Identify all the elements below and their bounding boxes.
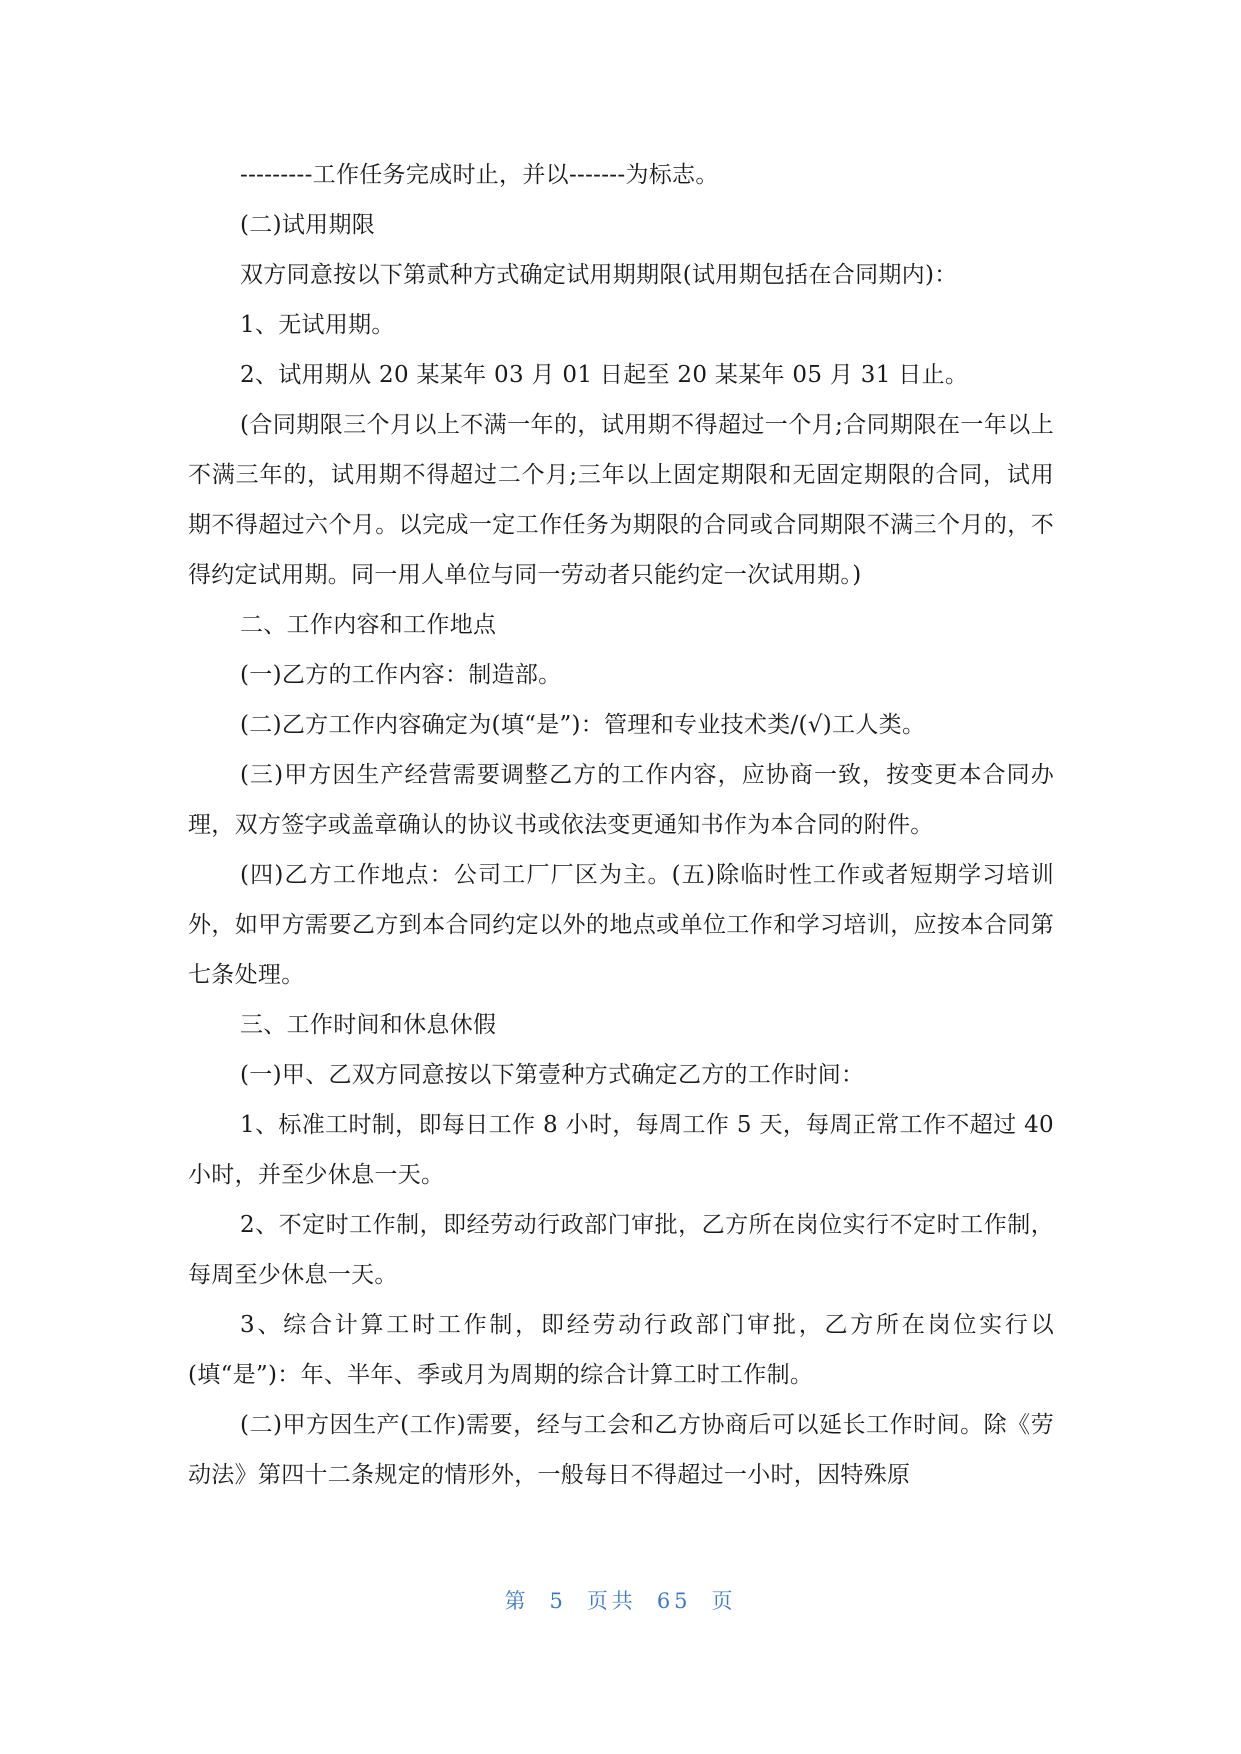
- section-heading: 三、工作时间和休息休假: [240, 1012, 497, 1038]
- total-pages-number: 65: [656, 1589, 692, 1613]
- paragraph: (二)甲方因生产(工作)需要，经与工会和乙方协商后可以延长工作时间。除《劳动法》第四十二条规定的情形外，一般每日不得超过一小时，因特殊原: [188, 1412, 1054, 1488]
- footer-middle: 页共: [586, 1589, 637, 1613]
- paragraph-note: (合同期限三个月以上不满一年的，试用期不得超过一个月;合同期限在一年以上不满三年的，试用期不得超过二个月;三年以上固定期限和无固定期限的合同，试用期不得超过六个月。以完成一定工作任务为期限的合同或合同期限不满三个月的，不得约定试用期。同一用人单位与同一劳动者只能约定一次试用期。): [188, 412, 1054, 588]
- paragraph: (一)甲、乙双方同意按以下第壹种方式确定乙方的工作时间：: [240, 1062, 865, 1088]
- paragraph: (四)乙方工作地点：公司工厂厂区为主。(五)除临时性工作或者短期学习培训外，如甲方需要乙方到本合同约定以外的地点或单位工作和学习培训，应按本合同第七条处理。: [188, 862, 1054, 988]
- paragraph: ---------工作任务完成时止，并以-------为标志。: [240, 162, 719, 188]
- paragraph: (一)乙方的工作内容：制造部。: [240, 662, 562, 688]
- footer-suffix: 页: [711, 1589, 737, 1613]
- current-page-number: 5: [549, 1589, 567, 1613]
- paragraph: (二)乙方工作内容确定为(填“是”)：管理和专业技术类/(√)工人类。: [240, 712, 926, 738]
- list-item: 1、无试用期。: [240, 312, 395, 338]
- footer-prefix: 第: [504, 1589, 530, 1613]
- list-item: 2、不定时工作制，即经劳动行政部门审批，乙方所在岗位实行不定时工作制，每周至少休息一天。: [188, 1212, 1054, 1288]
- section-heading: (二)试用期限: [240, 212, 376, 238]
- section-heading: 二、工作内容和工作地点: [240, 612, 497, 638]
- page-footer: [0, 1585, 1241, 1615]
- list-item: 2、试用期从 20 某某年 03 月 01 日起至 20 某某年 05 月 31 日止。: [240, 362, 969, 388]
- list-item: 3、综合计算工时工作制，即经劳动行政部门审批，乙方所在岗位实行以(填“是”)：年、半年、季或月为周期的综合计算工时工作制。: [188, 1312, 1054, 1388]
- paragraph: (三)甲方因生产经营需要调整乙方的工作内容，应协商一致，按变更本合同办理，双方签字或盖章确认的协议书或依法变更通知书作为本合同的附件。: [188, 762, 1054, 838]
- document-body: [188, 150, 1054, 1500]
- list-item: 1、标准工时制，即每日工作 8 小时，每周工作 5 天，每周正常工作不超过 40 小时，并至少休息一天。: [188, 1112, 1054, 1188]
- paragraph: 双方同意按以下第贰种方式确定试用期期限(试用期包括在合同期内)：: [240, 262, 958, 288]
